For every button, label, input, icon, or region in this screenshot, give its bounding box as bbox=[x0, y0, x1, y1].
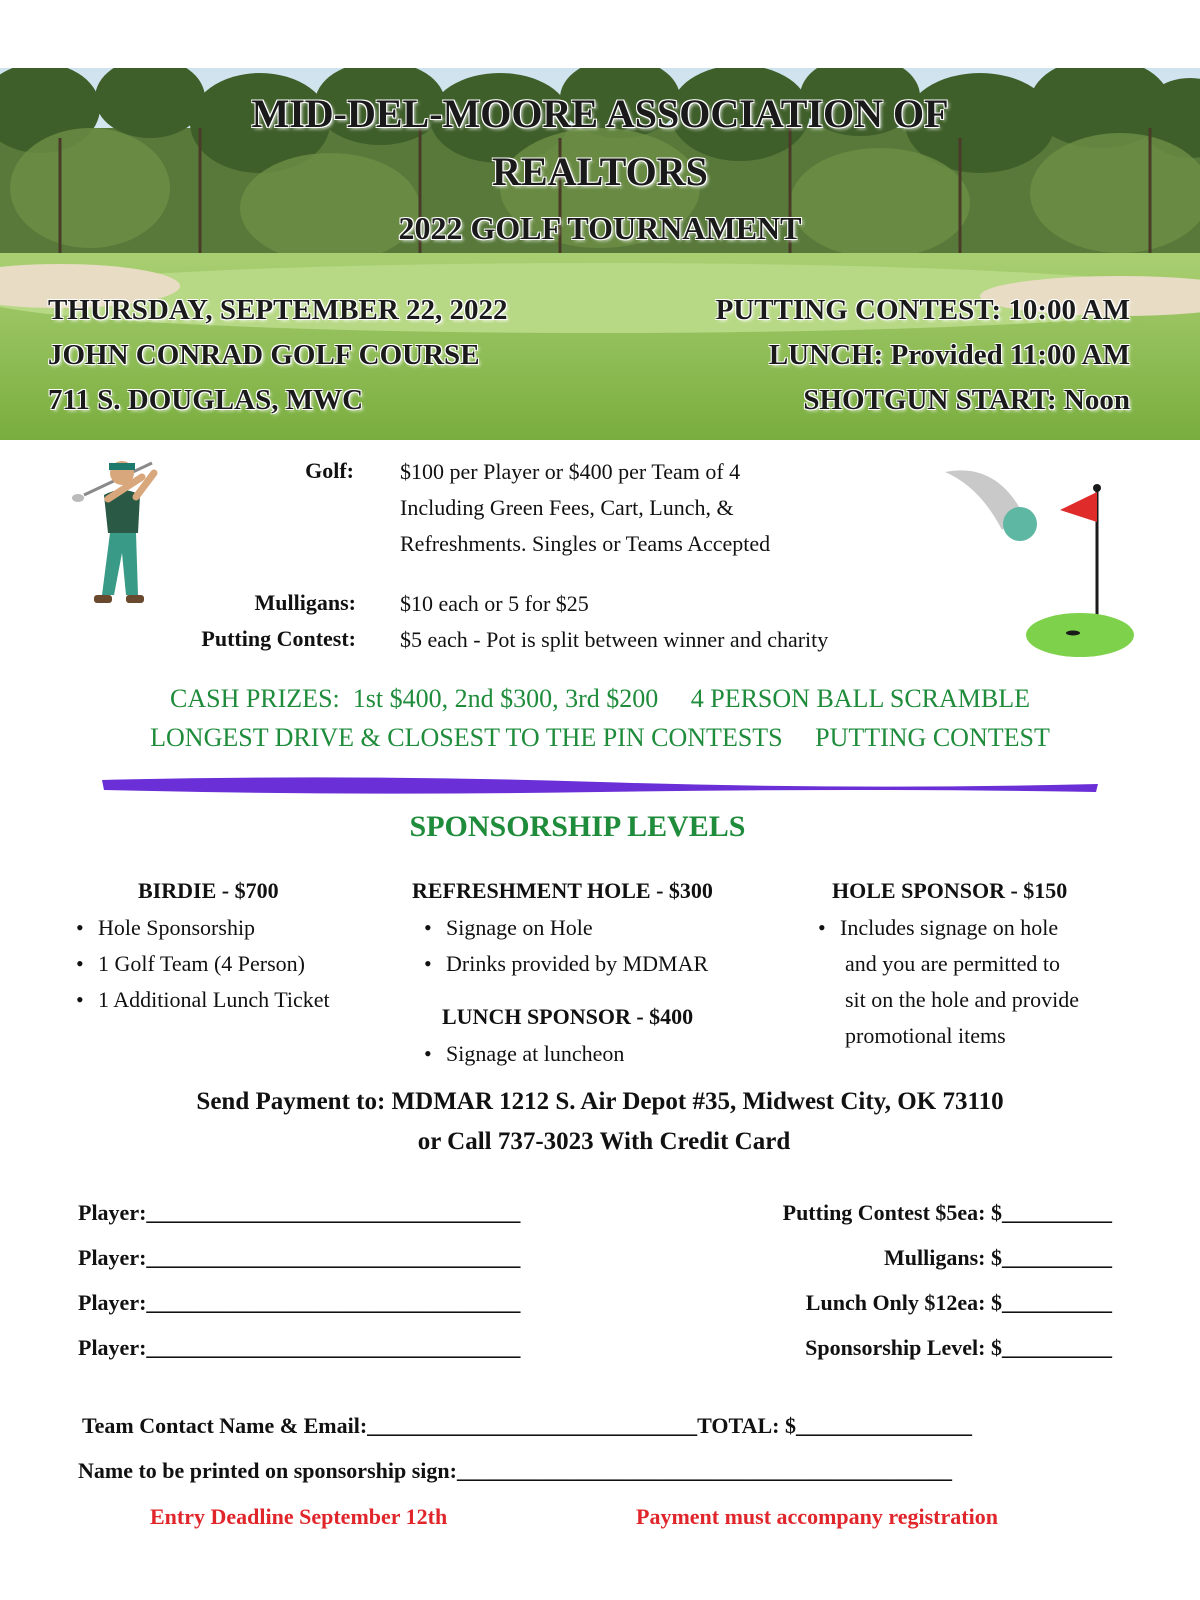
entry-deadline: Entry Deadline September 12th bbox=[150, 1504, 448, 1529]
player-field[interactable]: Player:__________________________________ bbox=[78, 1290, 521, 1315]
lunch-only-amount[interactable]: Lunch Only $12ea: $__________ bbox=[805, 1290, 1112, 1315]
hole-sponsor-item: • Includes signage on hole bbox=[840, 910, 1058, 946]
lunch-sponsor-heading: LUNCH SPONSOR - $400 bbox=[442, 1004, 694, 1029]
mulligans-value: $10 each or 5 for $25 bbox=[400, 591, 589, 616]
putting-contest-label: Putting Contest: bbox=[201, 626, 356, 651]
sponsorship-sign-name-field[interactable]: Name to be printed on sponsorship sign:_____________________________________________ bbox=[78, 1458, 952, 1483]
mulligans-amount[interactable]: Mulligans: $__________ bbox=[884, 1245, 1112, 1270]
lunch-sponsor-item: • Signage at luncheon bbox=[446, 1036, 624, 1072]
flag-hole-icon bbox=[1025, 480, 1135, 660]
title-line-2: REALTORS bbox=[492, 149, 708, 194]
golf-fee-line-3: Refreshments. Singles or Teams Accepted bbox=[400, 531, 771, 556]
event-address: 711 S. DOUGLAS, MWC bbox=[48, 384, 364, 416]
purple-brush-divider bbox=[100, 770, 1100, 800]
mulligans-label: Mulligans: bbox=[254, 590, 356, 615]
refreshment-heading: REFRESHMENT HOLE - $300 bbox=[412, 878, 713, 903]
payment-phone: or Call 737-3023 With Credit Card bbox=[417, 1128, 791, 1155]
birdie-item: • Hole Sponsorship bbox=[98, 910, 255, 946]
hole-sponsor-text: and you are permitted to bbox=[845, 951, 1061, 976]
putting-time: PUTTING CONTEST: 10:00 AM bbox=[715, 294, 1130, 326]
event-date: THURSDAY, SEPTEMBER 22, 2022 bbox=[48, 294, 508, 326]
hole-sponsor-text: sit on the hole and provide bbox=[845, 987, 1080, 1012]
sponsorship-title: SPONSORSHIP LEVELS bbox=[409, 810, 746, 843]
sponsorship-level-amount[interactable]: Sponsorship Level: $__________ bbox=[805, 1335, 1112, 1360]
refreshment-item: • Drinks provided by MDMAR bbox=[446, 946, 708, 982]
shotgun-start: SHOTGUN START: Noon bbox=[803, 384, 1130, 416]
player-field[interactable]: Player:__________________________________ bbox=[78, 1335, 521, 1360]
birdie-heading: BIRDIE - $700 bbox=[138, 878, 279, 903]
title-line-1: MID-DEL-MOORE ASSOCIATION OF bbox=[251, 91, 949, 136]
team-contact-total-field[interactable]: Team Contact Name & Email:______________________________TOTAL: $________________ bbox=[82, 1413, 972, 1438]
hole-sponsor-heading: HOLE SPONSOR - $150 bbox=[832, 878, 1068, 903]
refreshment-item: • Signage on Hole bbox=[446, 910, 593, 946]
payment-note: Payment must accompany registration bbox=[636, 1504, 998, 1529]
golf-fee-label: Golf: bbox=[305, 458, 354, 483]
prizes-line-1: CASH PRIZES: 1st $400, 2nd $300, 3rd $200 4 PERSON BALL SCRAMBLE bbox=[169, 684, 1031, 713]
birdie-item: • 1 Additional Lunch Ticket bbox=[98, 982, 330, 1018]
player-field[interactable]: Player:__________________________________ bbox=[78, 1200, 521, 1225]
payment-address: Send Payment to: MDMAR 1212 S. Air Depot #35, Midwest City, OK 73110 bbox=[196, 1088, 1004, 1115]
birdie-item: • 1 Golf Team (4 Person) bbox=[98, 946, 305, 982]
event-venue: JOHN CONRAD GOLF COURSE bbox=[48, 339, 480, 371]
hole-sponsor-text: promotional items bbox=[845, 1023, 1006, 1048]
putting-contest-value: $5 each - Pot is split between winner and charity bbox=[400, 627, 829, 652]
golf-fee-line-1: $100 per Player or $400 per Team of 4 bbox=[400, 459, 741, 484]
event-subtitle: 2022 GOLF TOURNAMENT bbox=[398, 210, 802, 246]
putting-contest-amount[interactable]: Putting Contest $5ea: $__________ bbox=[782, 1200, 1112, 1225]
prizes-line-2: LONGEST DRIVE & CLOSEST TO THE PIN CONTESTS PUTTING CONTEST bbox=[150, 723, 1050, 752]
lunch-time: LUNCH: Provided 11:00 AM bbox=[768, 339, 1130, 371]
golf-fee-line-2: Including Green Fees, Cart, Lunch, & bbox=[400, 495, 734, 520]
header-banner bbox=[0, 68, 1200, 440]
player-field[interactable]: Player:__________________________________ bbox=[78, 1245, 521, 1270]
